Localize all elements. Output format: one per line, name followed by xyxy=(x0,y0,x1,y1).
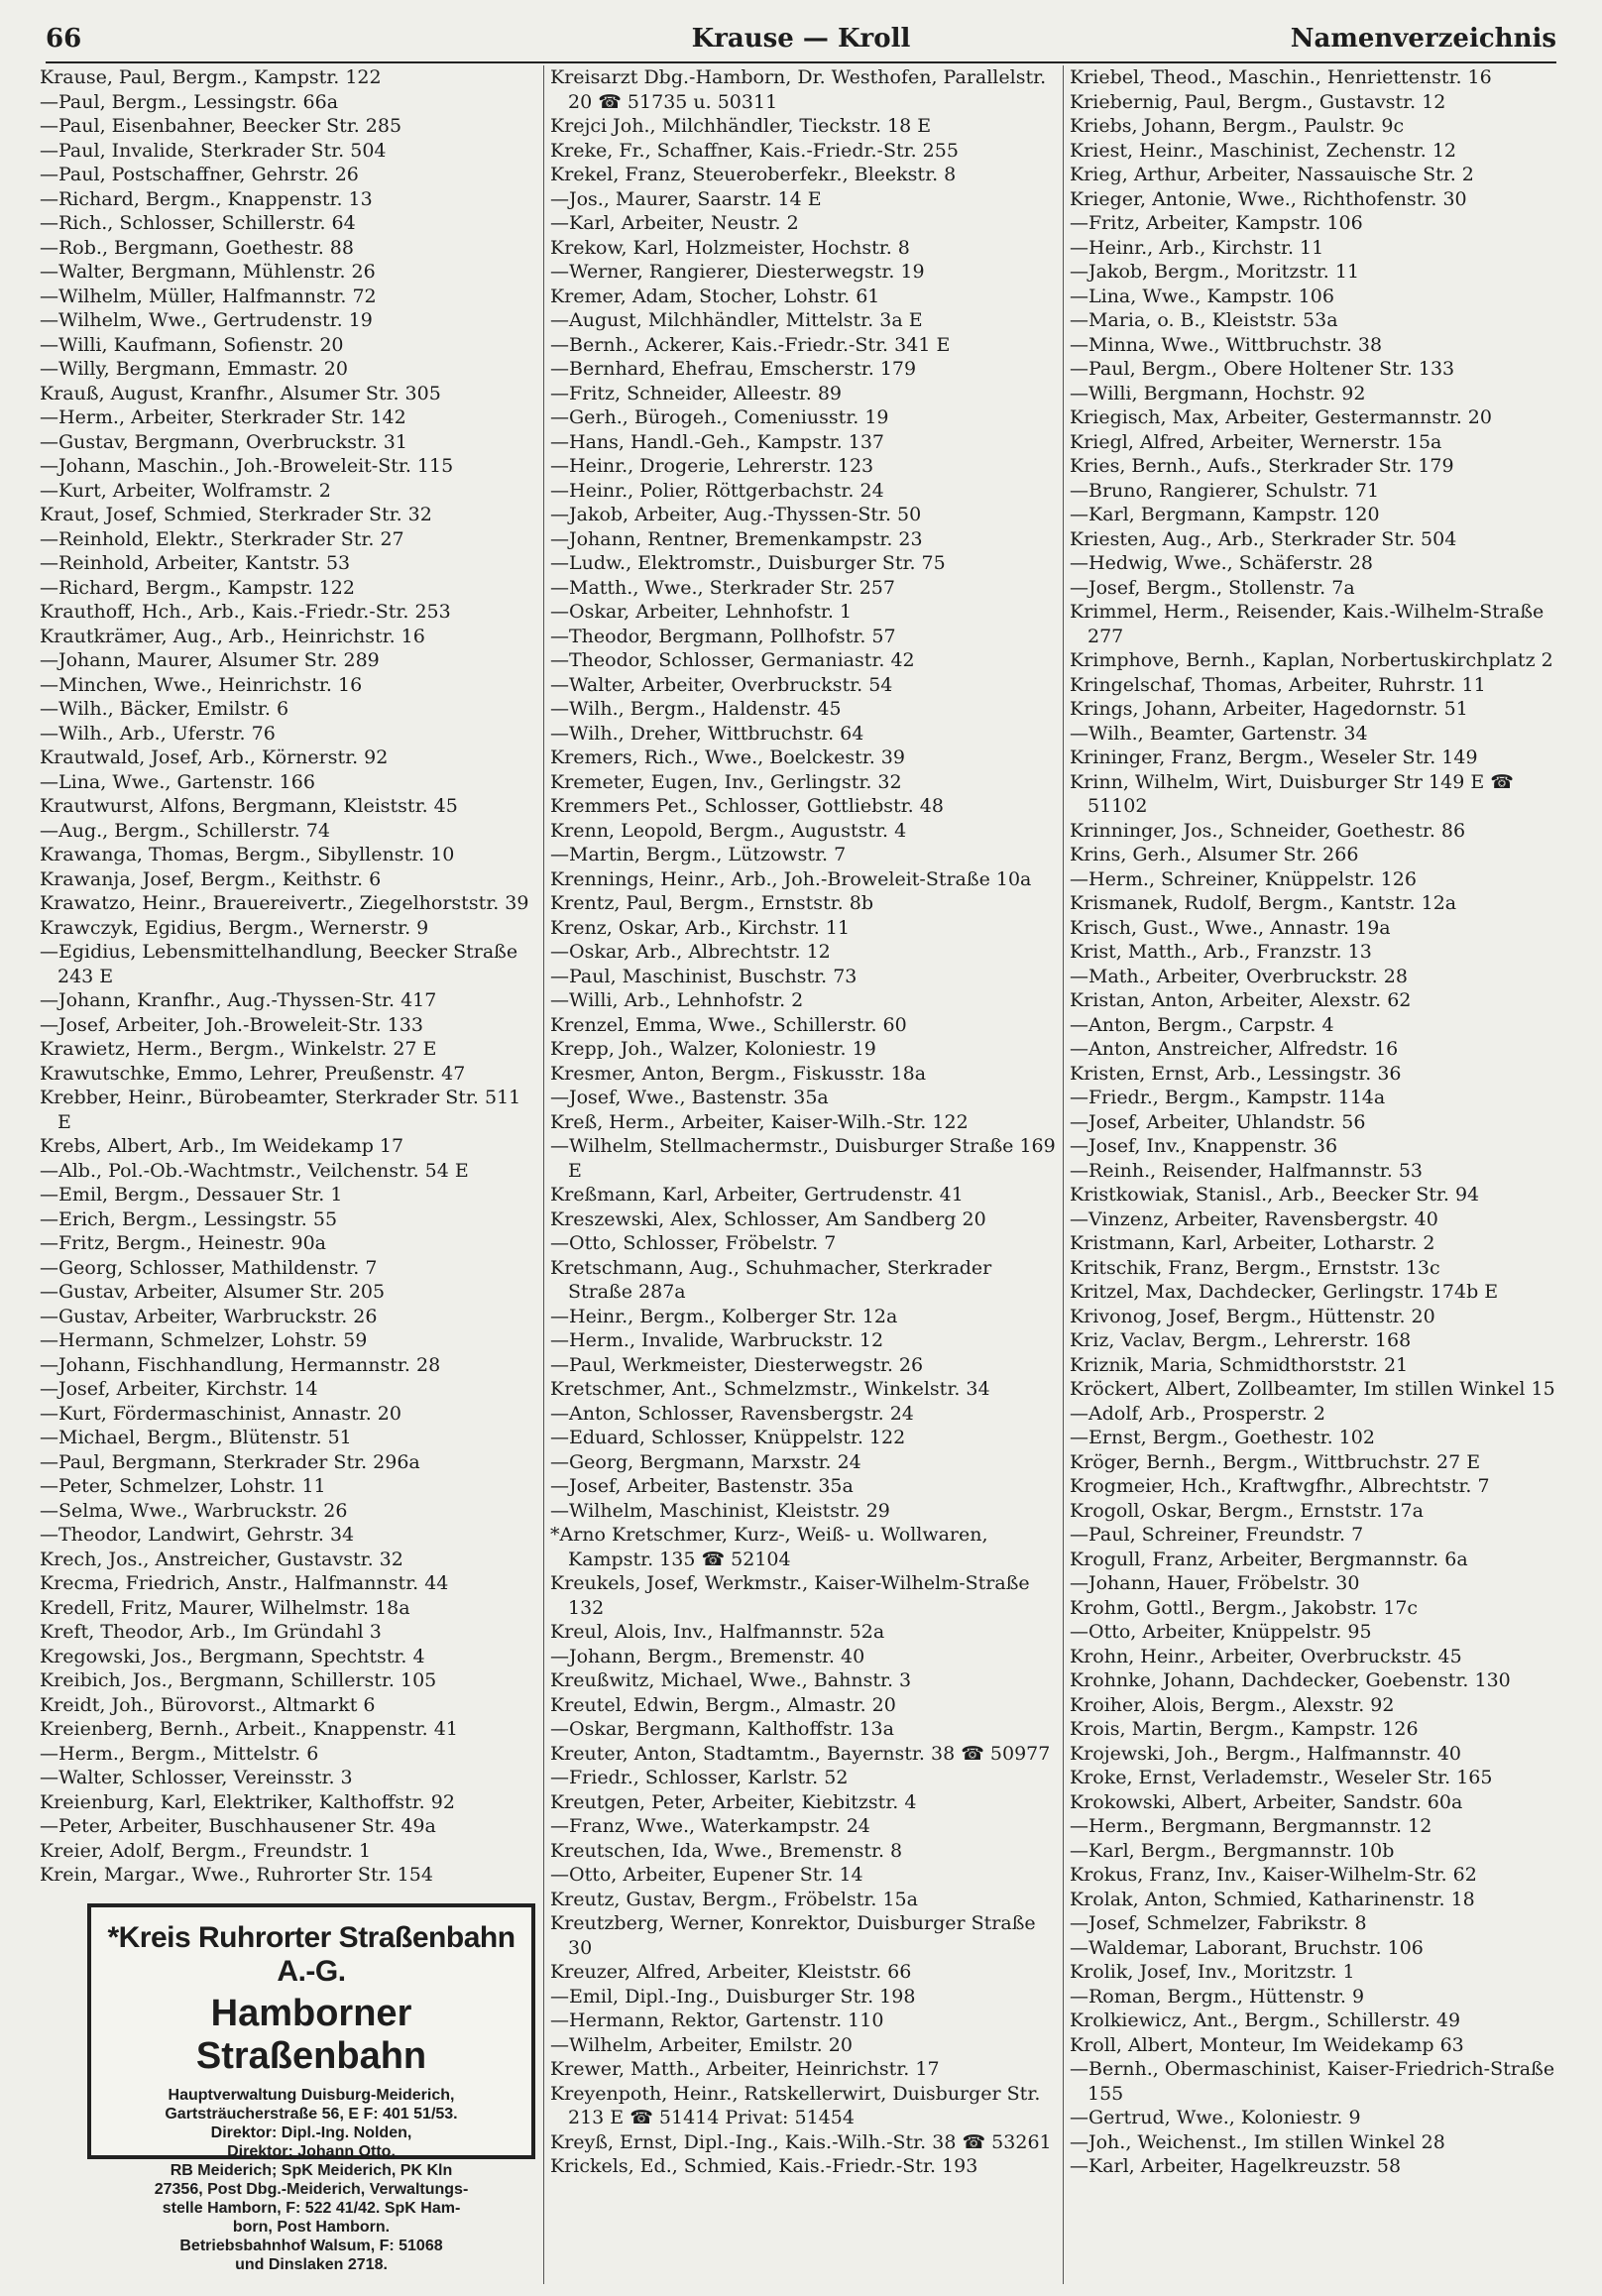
directory-entry: Kristan, Anton, Arbeiter, Alexstr. 62 xyxy=(1070,989,1412,1011)
directory-entry: Krenn, Leopold, Bergm., Auguststr. 4 xyxy=(550,819,907,842)
directory-entry: Krickels, Ed., Schmied, Kais.-Friedr.-Str. 193 xyxy=(550,2155,978,2177)
directory-entry: Kroiher, Alois, Bergm., Alexstr. 92 xyxy=(1070,1693,1395,1716)
directory-entry: —Gustav, Arbeiter, Warbruckstr. 26 xyxy=(40,1305,378,1327)
directory-entry: Krokowski, Albert, Arbeiter, Sandstr. 60a xyxy=(1070,1790,1463,1813)
directory-entry: Krolkiewicz, Ant., Bergm., Schillerstr. 49 xyxy=(1070,2009,1461,2031)
directory-entry: —Eduard, Schlosser, Knüppelstr. 122 xyxy=(550,1427,906,1448)
directory-entry: Kreutschen, Ida, Wwe., Bremenstr. 8 xyxy=(550,1839,903,1862)
directory-entry: —Bernh., Ackerer, Kais.-Friedr.-Str. 341 E xyxy=(550,333,951,356)
directory-entry: —Heinr., Arb., Kirchstr. 11 xyxy=(1070,236,1324,259)
directory-entry: Krenz, Oskar, Arb., Kirchstr. 11 xyxy=(550,916,851,939)
directory-entry: —Minna, Wwe., Wittbruchstr. 38 xyxy=(1070,333,1383,356)
directory-entry: Kringelschaf, Thomas, Arbeiter, Ruhrstr. 11 xyxy=(1070,673,1486,696)
directory-entry: —Heinr., Bergm., Kolberger Str. 12a xyxy=(550,1305,898,1327)
directory-entry: Krisch, Gust., Wwe., Annastr. 19a xyxy=(1070,916,1391,939)
directory-entry: —Theodor, Schlosser, Germaniastr. 42 xyxy=(550,649,915,671)
directory-entry: Krist, Matth., Arb., Franzstr. 13 xyxy=(1070,941,1372,963)
directory-entry: —Michael, Bergm., Blütenstr. 51 xyxy=(40,1427,352,1448)
directory-entry: —Herm., Arbeiter, Sterkrader Str. 142 xyxy=(40,406,406,428)
directory-entry: Krewer, Matth., Arbeiter, Heinrichstr. 17 xyxy=(550,2058,940,2080)
directory-entry: Krech, Jos., Anstreicher, Gustavstr. 32 xyxy=(40,1548,403,1570)
directory-entry: —Johann, Rentner, Bremenkampstr. 23 xyxy=(550,527,923,550)
directory-entry: Krawanga, Thomas, Bergm., Sibyllenstr. 10 xyxy=(40,844,455,865)
directory-entry: Kregowski, Jos., Bergmann, Spechtstr. 4 xyxy=(40,1645,425,1667)
directory-entry: —Jakob, Bergm., Moritzstr. 11 xyxy=(1070,261,1360,283)
directory-entry: —Johann, Fischhandlung, Hermannstr. 28 xyxy=(40,1353,441,1376)
directory-entry: —Math., Arbeiter, Overbruckstr. 28 xyxy=(1070,965,1408,987)
directory-entry: —Emil, Dipl.-Ing., Duisburger Str. 198 xyxy=(550,1985,916,2008)
directory-entry: Kreutel, Edwin, Bergm., Almastr. 20 xyxy=(550,1693,896,1716)
directory-entry: Krokus, Franz, Inv., Kaiser-Wilhelm-Str. 62 xyxy=(1070,1864,1477,1886)
directory-entry: Krois, Martin, Bergm., Kampstr. 126 xyxy=(1070,1718,1419,1740)
directory-entry: —Gustav, Arbeiter, Alsumer Str. 205 xyxy=(40,1281,386,1303)
directory-entry: —Peter, Schmelzer, Lohstr. 11 xyxy=(40,1475,326,1497)
directory-entry: Krohm, Gottl., Bergm., Jakobstr. 17c xyxy=(1070,1596,1419,1619)
directory-entry: —Willi, Bergmann, Hochstr. 92 xyxy=(1070,382,1366,404)
directory-entry: —Paul, Invalide, Sterkrader Str. 504 xyxy=(40,139,387,162)
directory-entry: —Walter, Schlosser, Vereinsstr. 3 xyxy=(40,1767,353,1788)
directory-entry: —Johann, Kranfhr., Aug.-Thyssen-Str. 417 xyxy=(40,989,437,1011)
directory-entry: —Paul, Bergm., Lessingstr. 66a xyxy=(40,90,339,113)
directory-entry: —Aug., Bergm., Schillerstr. 74 xyxy=(40,819,330,842)
directory-entry: Krein, Margar., Wwe., Ruhrorter Str. 154 xyxy=(40,1864,433,1886)
ad-company-name: *Kreis Ruhrorter Straßenbahn A.-G. xyxy=(107,1921,515,1988)
directory-entry: Kreyenpoth, Heinr., Ratskellerwirt, Duisburger Str. 213 E ☎ 51414 Privat: 51454 xyxy=(550,2082,1041,2128)
directory-entry: —Jakob, Arbeiter, Aug.-Thyssen-Str. 50 xyxy=(550,504,922,525)
directory-entry: —August, Milchhändler, Mittelstr. 3a E xyxy=(550,309,923,331)
directory-entry: Krawczyk, Egidius, Bergm., Wernerstr. 9 xyxy=(40,916,429,939)
directory-entry: Kreszewski, Alex, Schlosser, Am Sandberg 20 xyxy=(550,1207,986,1230)
directory-entry: *Arno Kretschmer, Kurz-, Weiß- u. Wollwaren, Kampstr. 135 ☎ 52104 xyxy=(550,1524,988,1570)
directory-entry: Krawutschke, Emmo, Lehrer, Preußenstr. 47 xyxy=(40,1062,466,1085)
directory-entry: Kremeter, Eugen, Inv., Gerlingstr. 32 xyxy=(550,770,902,793)
directory-entry: Krins, Gerh., Alsumer Str. 266 xyxy=(1070,844,1359,865)
directory-entry: Krawatzo, Heinr., Brauereivertr., Ziegelhorststr. 39 xyxy=(40,892,529,914)
directory-entry: Krolik, Josef, Inv., Moritzstr. 1 xyxy=(1070,1961,1355,1983)
directory-entry: —Reinhold, Elektr., Sterkrader Str. 27 xyxy=(40,527,404,550)
directory-entry: —Josef, Wwe., Bastenstr. 35a xyxy=(550,1087,829,1108)
directory-entry: Kroke, Ernst, Verlademstr., Weseler Str. 165 xyxy=(1070,1767,1493,1788)
directory-entry: Kretschmann, Aug., Schuhmacher, Sterkrader Straße 287a xyxy=(550,1256,992,1303)
directory-entry: —Wilhelm, Wwe., Gertrudenstr. 19 xyxy=(40,309,373,331)
directory-entry: Krautkrämer, Aug., Arb., Heinrichstr. 16 xyxy=(40,625,425,647)
directory-entry: Kreul, Alois, Inv., Halfmannstr. 52a xyxy=(550,1621,885,1643)
directory-entry: —Adolf, Arb., Prosperstr. 2 xyxy=(1070,1402,1326,1425)
directory-entry: —Anton, Schlosser, Ravensbergstr. 24 xyxy=(550,1402,914,1425)
directory-entry: —Ernst, Bergm., Goethestr. 102 xyxy=(1070,1427,1375,1448)
directory-entry: Kristmann, Karl, Arbeiter, Lotharstr. 2 xyxy=(1070,1232,1435,1254)
directory-entry: —Lina, Wwe., Kampstr. 106 xyxy=(1070,285,1334,307)
directory-entry: —Matth., Wwe., Sterkrader Str. 257 xyxy=(550,576,895,599)
directory-entry: —Werner, Rangierer, Diesterwegstr. 19 xyxy=(550,261,925,283)
directory-entry: —Walter, Arbeiter, Overbruckstr. 54 xyxy=(550,673,893,696)
directory-entry: Kriegl, Alfred, Arbeiter, Wernerstr. 15a xyxy=(1070,430,1442,453)
directory-entry: —Karl, Bergm., Bergmannstr. 10b xyxy=(1070,1839,1395,1862)
directory-entry: Kroll, Albert, Monteur, Im Weidekamp 63 xyxy=(1070,2033,1464,2056)
directory-entry: —Josef, Arbeiter, Bastenstr. 35a xyxy=(550,1475,854,1497)
directory-entry: Kreutz, Gustav, Bergm., Fröbelstr. 15a xyxy=(550,1888,918,1910)
directory-entry: Kreier, Adolf, Bergm., Freundstr. 1 xyxy=(40,1839,372,1862)
ad-line: Direktor: Dipl.-Ing. Nolden, xyxy=(210,2124,412,2141)
directory-entry: Krecma, Friedrich, Anstr., Halfmannstr. 44 xyxy=(40,1572,449,1594)
directory-entry: Krawanja, Josef, Bergm., Keithstr. 6 xyxy=(40,867,382,890)
directory-entry: Kröger, Bernh., Bergm., Wittbruchstr. 27 E xyxy=(1070,1450,1481,1473)
directory-entry: —Kurt, Fördermaschinist, Annastr. 20 xyxy=(40,1402,401,1425)
directory-entry: —Rich., Schlosser, Schillerstr. 64 xyxy=(40,212,356,234)
directory-entry: Kriz, Vaclav, Bergm., Lehrerstr. 168 xyxy=(1070,1329,1412,1351)
directory-entry: —Reinhold, Arbeiter, Kantstr. 53 xyxy=(40,552,351,574)
directory-entry: —Heinr., Drogerie, Lehrerstr. 123 xyxy=(550,455,874,477)
directory-entry: —Richard, Bergm., Knappenstr. 13 xyxy=(40,187,373,210)
directory-entry: —Fritz, Arbeiter, Kampstr. 106 xyxy=(1070,212,1363,234)
ad-line: Hauptverwaltung Duisburg-Meiderich, xyxy=(168,2087,455,2104)
directory-entry: Kriebs, Johann, Bergm., Paulstr. 9c xyxy=(1070,115,1405,137)
directory-entry: —Johann, Bergm., Bremenstr. 40 xyxy=(550,1645,865,1667)
directory-entry: —Egidius, Lebensmittelhandlung, Beecker Straße 243 E xyxy=(40,941,518,987)
directory-entry: —Hedwig, Wwe., Schäferstr. 28 xyxy=(1070,552,1373,574)
directory-entry: —Ludw., Elektromstr., Duisburger Str. 75 xyxy=(550,552,946,574)
directory-entry: Krebber, Heinr., Bürobeamter, Sterkrader Str. 511 E xyxy=(40,1087,521,1133)
directory-entry: —Martin, Bergm., Lützowstr. 7 xyxy=(550,844,847,865)
directory-entry: Krogoll, Oskar, Bergm., Ernststr. 17a xyxy=(1070,1499,1424,1522)
directory-entry: Krinninger, Jos., Schneider, Goethestr. 86 xyxy=(1070,819,1466,842)
directory-entry: —Johann, Maurer, Alsumer Str. 289 xyxy=(40,649,380,671)
directory-entry: —Josef, Arbeiter, Joh.-Broweleit-Str. 133 xyxy=(40,1013,423,1036)
directory-entry: —Paul, Postschaffner, Gehrstr. 26 xyxy=(40,164,359,185)
directory-entry: —Hans, Handl.-Geh., Kampstr. 137 xyxy=(550,430,884,453)
directory-entry: Krauß, August, Kranfhr., Alsumer Str. 305 xyxy=(40,382,441,404)
directory-entry: Kritzel, Max, Dachdecker, Gerlingstr. 174b E xyxy=(1070,1281,1499,1303)
ad-line: Gartsträucherstraße 56, E F: 401 51/53. xyxy=(165,2106,458,2123)
directory-entry: Kreft, Theodor, Arb., Im Gründahl 3 xyxy=(40,1621,382,1643)
directory-entry: Krekel, Franz, Steueroberfekr., Bleekstr. 8 xyxy=(550,164,957,185)
directory-entry: Krawietz, Herm., Bergm., Winkelstr. 27 E xyxy=(40,1038,437,1060)
directory-entry: Krismanek, Rudolf, Bergm., Kantstr. 12a xyxy=(1070,892,1457,914)
directory-entry: —Wilh., Bergm., Haldenstr. 45 xyxy=(550,698,842,720)
directory-entry: Kreienberg, Bernh., Arbeit., Knappenstr. 41 xyxy=(40,1718,458,1740)
directory-entry: Krebs, Albert, Arb., Im Weidekamp 17 xyxy=(40,1135,404,1157)
ad-headline: Hamborner Straßenbahn xyxy=(195,1993,427,2077)
directory-entry: —Friedr., Bergm., Kampstr. 114a xyxy=(1070,1087,1386,1108)
directory-entry: —Vinzenz, Arbeiter, Ravensbergstr. 40 xyxy=(1070,1207,1438,1230)
directory-entry: —Lina, Wwe., Gartenstr. 166 xyxy=(40,770,315,793)
directory-entry: —Reinh., Reisender, Halfmannstr. 53 xyxy=(1070,1159,1424,1182)
directory-entry: Kriznik, Maria, Schmidthorststr. 21 xyxy=(1070,1353,1409,1376)
directory-entry: Kristkowiak, Stanisl., Arb., Beecker Str. 94 xyxy=(1070,1184,1480,1205)
directory-entry: —Roman, Bergm., Hüttenstr. 9 xyxy=(1070,1985,1365,2008)
directory-entry: —Willi, Kaufmann, Sofienstr. 20 xyxy=(40,333,344,356)
directory-entry: —Wilhelm, Müller, Halfmannstr. 72 xyxy=(40,285,377,307)
directory-entry: —Joh., Weichenst., Im stillen Winkel 28 xyxy=(1070,2130,1445,2153)
directory-entry: —Peter, Arbeiter, Buschhausener Str. 49a xyxy=(40,1815,436,1837)
directory-entry: —Wilh., Beamter, Gartenstr. 34 xyxy=(1070,722,1368,745)
directory-entry: —Otto, Arbeiter, Knüppelstr. 95 xyxy=(1070,1621,1372,1643)
directory-entry: —Willi, Arb., Lehnhofstr. 2 xyxy=(550,989,804,1011)
directory-entry: Krohnke, Johann, Dachdecker, Goebenstr. 130 xyxy=(1070,1669,1511,1691)
directory-entry: —Richard, Bergm., Kampstr. 122 xyxy=(40,576,355,599)
page-number: 66 xyxy=(46,24,82,54)
ad-line: 27356, Post Dbg.-Meiderich, Verwaltungs- xyxy=(154,2181,469,2198)
directory-entry: —Johann, Maschin., Joh.-Broweleit-Str. 115 xyxy=(40,455,454,477)
directory-entry: —Josef, Inv., Knappenstr. 36 xyxy=(1070,1135,1338,1157)
directory-entry: —Josef, Arbeiter, Kirchstr. 14 xyxy=(40,1378,318,1400)
directory-entry: —Paul, Eisenbahner, Beecker Str. 285 xyxy=(40,115,402,137)
directory-entry: —Karl, Arbeiter, Neustr. 2 xyxy=(550,212,799,234)
directory-entry: —Oskar, Bergmann, Kalthoffstr. 13a xyxy=(550,1718,894,1740)
directory-entry: —Heinr., Polier, Röttgerbachstr. 24 xyxy=(550,479,884,502)
directory-entry: Kreisarzt Dbg.-Hamborn, Dr. Westhofen, Parallelstr. 20 ☎ 51735 u. 50311 xyxy=(550,66,1047,113)
directory-entry: Krauthoff, Hch., Arb., Kais.-Friedr.-Str. 253 xyxy=(40,601,451,623)
directory-entry: —Friedr., Schlosser, Karlstr. 52 xyxy=(550,1767,849,1788)
directory-entry: Kremer, Adam, Stocher, Lohstr. 61 xyxy=(550,285,880,307)
directory-entry: Kresmer, Anton, Bergm., Fiskusstr. 18a xyxy=(550,1062,927,1085)
directory-entry: Krejci Joh., Milchhändler, Tieckstr. 18 E xyxy=(550,115,932,137)
directory-column-2 xyxy=(543,65,1062,2284)
directory-entry: Kremers, Rich., Wwe., Boelckestr. 39 xyxy=(550,746,905,768)
directory-column-3 xyxy=(1063,65,1575,2284)
directory-entry: Kreidt, Joh., Bürovorst., Altmarkt 6 xyxy=(40,1693,376,1716)
ad-line: Betriebsbahnhof Walsum, F: 51068 xyxy=(179,2238,443,2254)
directory-entry: —Johann, Hauer, Fröbelstr. 30 xyxy=(1070,1572,1360,1594)
directory-entry: —Anton, Anstreicher, Alfredstr. 16 xyxy=(1070,1038,1399,1060)
ad-line: RB Meiderich; SpK Meiderich, PK Kln xyxy=(170,2162,453,2179)
directory-entry: —Paul, Bergm., Obere Holtener Str. 133 xyxy=(1070,358,1455,380)
directory-entry: —Oskar, Arb., Albrechtstr. 12 xyxy=(550,941,831,963)
directory-entry: —Karl, Arbeiter, Hagelkreuzstr. 58 xyxy=(1070,2155,1402,2177)
directory-entry: Krinn, Wilhelm, Wirt, Duisburger Str 149 E ☎ 51102 xyxy=(1070,770,1514,817)
directory-entry: Kraut, Josef, Schmied, Sterkrader Str. 32 xyxy=(40,504,432,525)
directory-entry: Krepp, Joh., Walzer, Koloniestr. 19 xyxy=(550,1038,876,1060)
directory-entry: Krojewski, Joh., Bergm., Halfmannstr. 40 xyxy=(1070,1742,1461,1765)
directory-entry: —Bernh., Obermaschinist, Kaiser-Friedrich-Straße 155 xyxy=(1070,2058,1555,2105)
directory-entry: —Josef, Schmelzer, Fabrikstr. 8 xyxy=(1070,1912,1367,1934)
directory-entry: Kreibich, Jos., Bergmann, Schillerstr. 105 xyxy=(40,1669,437,1691)
directory-entry: Kremmers Pet., Schlosser, Gottliebstr. 48 xyxy=(550,795,944,817)
section-title: Namenverzeichnis xyxy=(1290,24,1556,54)
directory-entry: —Wilh., Arb., Uferstr. 76 xyxy=(40,722,276,745)
directory-entry: Krimmel, Herm., Reisender, Kais.-Wilhelm-Straße 277 xyxy=(1070,601,1545,647)
ad-line: und Dinslaken 2718. xyxy=(235,2256,388,2273)
page-title: Krause — Kroll xyxy=(691,24,911,54)
ad-line: born, Post Hamborn. xyxy=(232,2219,391,2236)
ad-line: Direktor: Johann Otto. xyxy=(227,2143,396,2160)
directory-entry: Kriebernig, Paul, Bergm., Gustavstr. 12 xyxy=(1070,90,1446,113)
directory-entry: —Josef, Arbeiter, Uhlandstr. 56 xyxy=(1070,1110,1366,1133)
directory-entry: Krohn, Heinr., Arbeiter, Overbruckstr. 45 xyxy=(1070,1645,1462,1667)
directory-entry: —Emil, Bergm., Dessauer Str. 1 xyxy=(40,1184,343,1205)
directory-entry: —Kurt, Arbeiter, Wolframstr. 2 xyxy=(40,479,331,502)
directory-entry: —Herm., Invalide, Warbruckstr. 12 xyxy=(550,1329,884,1351)
directory-entry: —Hermann, Rektor, Gartenstr. 110 xyxy=(550,2009,884,2031)
directory-entry: —Herm., Schreiner, Knüppelstr. 126 xyxy=(1070,867,1417,890)
directory-entry: —Herm., Bergmann, Bergmannstr. 12 xyxy=(1070,1815,1432,1837)
directory-entry: Krautwurst, Alfons, Bergmann, Kleiststr. 45 xyxy=(40,795,458,817)
directory-entry: Kreutzberg, Werner, Konrektor, Duisburger Straße 30 xyxy=(550,1912,1036,1959)
directory-entry: Kriesten, Aug., Arb., Sterkrader Str. 504 xyxy=(1070,527,1457,550)
directory-entry: —Bruno, Rangierer, Schulstr. 71 xyxy=(1070,479,1380,502)
directory-entry: —Wilh., Dreher, Wittbruchstr. 64 xyxy=(550,722,864,745)
directory-entry: —Wilhelm, Stellmachermstr., Duisburger Straße 169 E xyxy=(550,1135,1056,1182)
directory-entry: —Walter, Bergmann, Mühlenstr. 26 xyxy=(40,261,376,283)
ad-details xyxy=(91,2086,531,2274)
directory-entry: —Josef, Bergm., Stollenstr. 7a xyxy=(1070,576,1355,599)
directory-entry: —Gustav, Bergmann, Overbruckstr. 31 xyxy=(40,430,407,453)
directory-entry: —Karl, Bergmann, Kampstr. 120 xyxy=(1070,504,1380,525)
directory-entry: Krieger, Antonie, Wwe., Richthofenstr. 30 xyxy=(1070,187,1467,210)
directory-entry: —Fritz, Schneider, Alleestr. 89 xyxy=(550,382,842,404)
directory-entry: —Paul, Bergmann, Sterkrader Str. 296a xyxy=(40,1450,420,1473)
directory-entry: —Hermann, Schmelzer, Lohstr. 59 xyxy=(40,1329,368,1351)
directory-entry: —Georg, Schlosser, Mathildenstr. 7 xyxy=(40,1256,378,1279)
directory-entry: —Oskar, Arbeiter, Lehnhofstr. 1 xyxy=(550,601,853,623)
directory-entry: Krentz, Paul, Bergm., Ernststr. 8b xyxy=(550,892,874,914)
directory-entry: Kreyß, Ernst, Dipl.-Ing., Kais.-Wilh.-Str. 38 ☎ 53261 xyxy=(550,2130,1052,2153)
directory-entry: Krimphove, Bernh., Kaplan, Norbertuskirchplatz 2 xyxy=(1070,649,1553,671)
directory-entry: —Gertrud, Wwe., Koloniestr. 9 xyxy=(1070,2107,1361,2128)
directory-entry: Krolak, Anton, Schmied, Katharinenstr. 18 xyxy=(1070,1888,1475,1910)
directory-entry: —Selma, Wwe., Warbruckstr. 26 xyxy=(40,1499,348,1522)
directory-entry: Kreke, Fr., Schaffner, Kais.-Friedr.-Str. 255 xyxy=(550,139,959,162)
directory-entry: —Franz, Wwe., Waterkampstr. 24 xyxy=(550,1815,870,1837)
directory-entry: Kriebel, Theod., Maschin., Henriettenstr. 16 xyxy=(1070,66,1492,88)
directory-entry: —Gerh., Bürogeh., Comeniusstr. 19 xyxy=(550,406,889,428)
directory-entry: —Maria, o. B., Kleiststr. 53a xyxy=(1070,309,1338,331)
directory-entry: Krogmeier, Hch., Kraftwgfhr., Albrechtstr. 7 xyxy=(1070,1475,1490,1497)
directory-entry: Kreuter, Anton, Stadtamtm., Bayernstr. 38 ☎ 50977 xyxy=(550,1742,1051,1765)
directory-entry: Kredell, Fritz, Maurer, Wilhelmstr. 18a xyxy=(40,1596,410,1619)
directory-entry: —Theodor, Landwirt, Gehrstr. 34 xyxy=(40,1524,355,1546)
page-header xyxy=(46,18,1556,63)
directory-entry: Krenzel, Emma, Wwe., Schillerstr. 60 xyxy=(550,1013,907,1036)
directory-entry: Krause, Paul, Bergm., Kampstr. 122 xyxy=(40,66,382,88)
directory-entry: Kriest, Heinr., Maschinist, Zechenstr. 12 xyxy=(1070,139,1457,162)
ad-line: stelle Hamborn, F: 522 41/42. SpK Ham- xyxy=(162,2200,461,2217)
directory-entry: Krings, Johann, Arbeiter, Hagedornstr. 51 xyxy=(1070,698,1468,720)
directory-entry: Krennings, Heinr., Arb., Joh.-Broweleit-Straße 10a xyxy=(550,867,1032,890)
directory-entry: —Erich, Bergm., Lessingstr. 55 xyxy=(40,1207,338,1230)
directory-entry: —Willy, Bergmann, Emmastr. 20 xyxy=(40,358,348,380)
directory-entry: Kröckert, Albert, Zollbeamter, Im stillen Winkel 15 xyxy=(1070,1378,1555,1400)
directory-entry: Kristen, Ernst, Arb., Lessingstr. 36 xyxy=(1070,1062,1402,1085)
directory-entry: Kreukels, Josef, Werkmstr., Kaiser-Wilhelm-Straße 132 xyxy=(550,1572,1030,1619)
directory-entry: Kreutgen, Peter, Arbeiter, Kiebitzstr. 4 xyxy=(550,1790,917,1813)
directory-entry: —Paul, Werkmeister, Diesterwegstr. 26 xyxy=(550,1353,924,1376)
directory-entry: Kries, Bernh., Aufs., Sterkrader Str. 179 xyxy=(1070,455,1454,477)
directory-entry: Krivonog, Josef, Bergm., Hüttenstr. 20 xyxy=(1070,1305,1435,1327)
directory-entry: Krieg, Arthur, Arbeiter, Nassauische Str. 2 xyxy=(1070,164,1474,185)
directory-entry: —Waldemar, Laborant, Bruchstr. 106 xyxy=(1070,1936,1424,1959)
directory-entry: Krautwald, Josef, Arb., Körnerstr. 92 xyxy=(40,746,389,768)
directory-entry: Krogull, Franz, Arbeiter, Bergmannstr. 6a xyxy=(1070,1548,1468,1570)
directory-entry: Kreuzer, Alfred, Arbeiter, Kleiststr. 66 xyxy=(550,1961,912,1983)
directory-entry: Kreußwitz, Michael, Wwe., Bahnstr. 3 xyxy=(550,1669,912,1691)
directory-entry: Kreß, Herm., Arbeiter, Kaiser-Wilh.-Str. 122 xyxy=(550,1110,969,1133)
directory-entry: Krininger, Franz, Bergm., Weseler Str. 149 xyxy=(1070,746,1478,768)
directory-entry: —Alb., Pol.-Ob.-Wachtmstr., Veilchenstr. 54 E xyxy=(40,1159,469,1182)
directory-entry: —Jos., Maurer, Saarstr. 14 E xyxy=(550,187,822,210)
directory-entry: —Paul, Schreiner, Freundstr. 7 xyxy=(1070,1524,1364,1546)
directory-entry: Kretschmer, Ant., Schmelzmstr., Winkelstr. 34 xyxy=(550,1378,990,1400)
directory-entry: Kreßmann, Karl, Arbeiter, Gertrudenstr. 41 xyxy=(550,1184,964,1205)
directory-entry: —Wilh., Bäcker, Emilstr. 6 xyxy=(40,698,289,720)
directory-entry: Kreienburg, Karl, Elektriker, Kalthoffstr. 92 xyxy=(40,1790,455,1813)
directory-entry: Kriegisch, Max, Arbeiter, Gestermannstr. 20 xyxy=(1070,406,1492,428)
directory-entry: —Fritz, Bergm., Heinestr. 90a xyxy=(40,1232,326,1254)
directory-entry: —Minchen, Wwe., Heinrichstr. 16 xyxy=(40,673,363,696)
directory-entry: —Anton, Bergm., Carpstr. 4 xyxy=(1070,1013,1334,1036)
directory-entry: Krekow, Karl, Holzmeister, Hochstr. 8 xyxy=(550,236,910,259)
directory-entry: —Otto, Schlosser, Fröbelstr. 7 xyxy=(550,1232,837,1254)
directory-entry: —Rob., Bergmann, Goethestr. 88 xyxy=(40,236,354,259)
directory-entry: —Paul, Maschinist, Buschstr. 73 xyxy=(550,965,858,987)
directory-entry: —Theodor, Bergmann, Pollhofstr. 57 xyxy=(550,625,896,647)
tram-advertisement xyxy=(87,1903,535,2273)
directory-entry: —Georg, Bergmann, Marxstr. 24 xyxy=(550,1450,861,1473)
directory-entry: —Wilhelm, Arbeiter, Emilstr. 20 xyxy=(550,2033,853,2056)
directory-entry: Kritschik, Franz, Bergm., Ernststr. 13c xyxy=(1070,1256,1440,1279)
directory-entry: —Wilhelm, Maschinist, Kleiststr. 29 xyxy=(550,1499,890,1522)
directory-entry: —Bernhard, Ehefrau, Emscherstr. 179 xyxy=(550,358,917,380)
directory-entry: —Herm., Bergm., Mittelstr. 6 xyxy=(40,1742,319,1765)
directory-entry: —Otto, Arbeiter, Eupener Str. 14 xyxy=(550,1864,863,1886)
